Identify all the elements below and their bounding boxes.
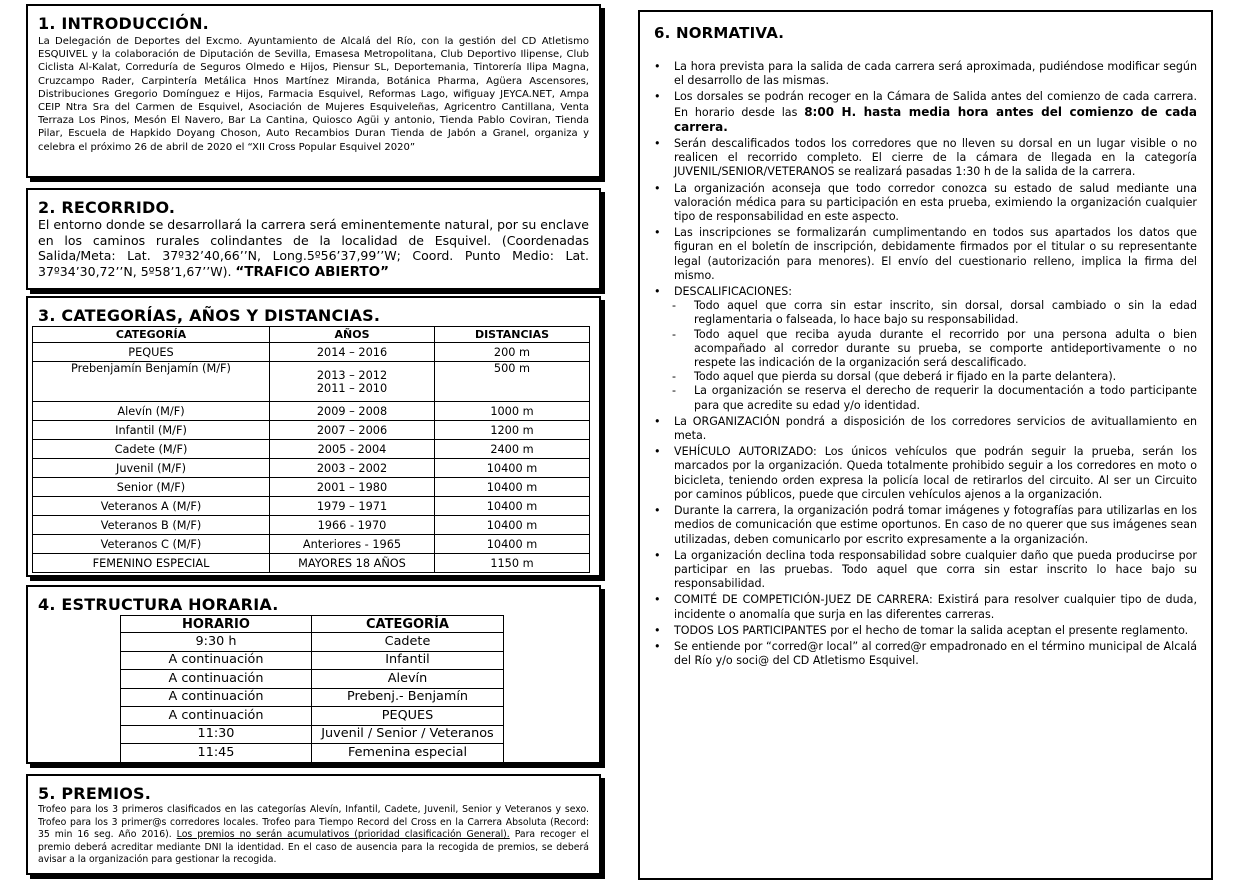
categoria-cell: Senior (M/F)	[33, 478, 270, 497]
normativa-list	[650, 60, 1201, 668]
categoria-horario-cell: Infantil	[312, 651, 504, 670]
distancia-cell: 2400 m	[435, 440, 590, 459]
distancia-cell: 10400 m	[435, 535, 590, 554]
categoria-horario-cell: Juvenil / Senior / Veteranos	[312, 725, 504, 744]
normativa-item: • Durante la carrera, la organización podrá tomar imágenes y fotografías para utilizarlas en los medios de comunicación que estime oportunos. En caso de no querer que sus imágenes sean utilizadas, deben comunicarlo por escrito expresamente a la organización.	[650, 504, 1197, 547]
distancia-cell: 10400 m	[435, 478, 590, 497]
normativa-item: • La organización aconseja que todo corredor conozca su estado de salud mediante una valoración médica para su participación en esta prueba, eximiendo la organización cualquier tipo de responsabilidad en este aspecto.	[650, 182, 1197, 225]
anos-value: 2014 – 2016	[316, 345, 388, 359]
anos-value: 2005 - 2004	[317, 442, 387, 456]
anos-value: MAYORES 18 AÑOS	[298, 556, 406, 570]
categorias-table	[32, 326, 590, 573]
normativa-item-2a: Los dorsales se podrán recoger en la Cámara de Salida antes del comienzo de cada carrera. En horario desde las	[674, 90, 1197, 119]
anos-cell	[270, 497, 435, 516]
categoria-cell: Prebenjamín Benjamín (M/F)	[33, 362, 270, 402]
distancia-cell: 1000 m	[435, 402, 590, 421]
table-row	[121, 688, 504, 707]
anos-value: Anteriores - 1965	[302, 537, 402, 551]
recorrido-coords: (Coordenadas Salida/Meta: Lat. 37º32’40,66’’N, Long.5º56’37,99’’W; Coord. Punto Medio: Lat. 37º34’30,72’’N, 5º58’1,67’’W).	[38, 232, 589, 279]
anos-value: 2003 – 2002	[316, 461, 388, 475]
distancia-cell: 10400 m	[435, 497, 590, 516]
table-row	[33, 478, 590, 497]
recorrido-description: El entorno donde se desarrollará la carrera será eminentemente natural, por su enclave en los caminos rurales colindantes de la localidad de Esquivel.	[38, 217, 589, 248]
section-normativa	[638, 10, 1213, 880]
table-row	[121, 633, 504, 652]
categoria-cell: Cadete (M/F)	[33, 440, 270, 459]
descalificaciones-list	[650, 299, 1197, 413]
recorrido-title: 2. RECORRIDO.	[38, 198, 176, 217]
distancia-cell: 1150 m	[435, 554, 590, 573]
normativa-item: • La organización declina toda responsabilidad sobre cualquier daño que pueda producirse por participar en las pruebas. Todo aquel que corra sin estar inscrito lo hace bajo su responsabilidad.	[650, 549, 1197, 592]
categoria-horario-cell: PEQUES	[312, 707, 504, 726]
table-row	[33, 497, 590, 516]
table-row	[121, 707, 504, 726]
anos-value: 2007 – 2006	[316, 423, 388, 437]
section-categorias	[26, 296, 601, 577]
table-row	[33, 343, 590, 362]
normativa-item: • Serán descalificados todos los corredores que no lleven su dorsal en un lugar visible o no realicen el recorrido completo. El cierre de la cámara de llegada en la categoría JUVENIL/SENIOR/VETERANOS se realizará pasadas 1:30 h de la salida de la carrera.	[650, 137, 1197, 180]
anos-cell	[270, 440, 435, 459]
recorrido-traffic: “TRAFICO ABIERTO”	[235, 263, 389, 280]
normativa-item: • TODOS LOS PARTICIPANTES por el hecho de tomar la salida aceptan el presente reglamento.	[650, 624, 1197, 638]
anos-value: 1979 – 1971	[316, 499, 388, 513]
categoria-cell: Alevín (M/F)	[33, 402, 270, 421]
premios-text-2: Para recoger el premio deberá acreditar mediante DNI la identidad. En el caso de ausencia para la recogida de premios, se deberá avisar a la organización para gestionar la recogida.	[38, 829, 589, 866]
categorias-title: 3. CATEGORÍAS, AÑOS Y DISTANCIAS.	[38, 306, 381, 325]
anos-value: 2001 – 1980	[316, 480, 388, 494]
descalificacion-item: - Todo aquel que pierda su dorsal (que deberá ir fijado en la parte delantera).	[650, 370, 1197, 384]
horario-cell: 11:30	[121, 725, 312, 744]
anos-cell	[270, 478, 435, 497]
normativa-item: • Se entiende por “corred@r local” al corred@r empadronado en el término municipal de Alcalá del Río y/o soci@ del CD Atletismo Esquivel.	[650, 640, 1197, 668]
premios-text	[38, 804, 589, 867]
categoria-cell: Infantil (M/F)	[33, 421, 270, 440]
descalificaciones-label: DESCALIFICACIONES:	[674, 285, 793, 299]
table-row	[33, 440, 590, 459]
categoria-cell: Veteranos B (M/F)	[33, 516, 270, 535]
categoria-cell: FEMENINO ESPECIAL	[33, 554, 270, 573]
premios-title: 5. PREMIOS.	[38, 784, 152, 803]
categoria-horario-cell: Prebenj.- Benjamín	[312, 688, 504, 707]
table-row	[33, 421, 590, 440]
header-categoria: CATEGORÍA	[33, 327, 270, 343]
categoria-horario-cell: Femenina especial	[312, 744, 504, 763]
horario-cell: A continuación	[121, 651, 312, 670]
intro-title: 1. INTRODUCCIÓN.	[38, 14, 209, 33]
descalificacion-item: - La organización se reserva el derecho de requerir la documentación a todo participante para que acredite su edad y/o identidad.	[650, 384, 1197, 412]
categoria-cell: Veteranos C (M/F)	[33, 535, 270, 554]
header-anos: AÑOS	[270, 327, 435, 343]
anos-cell	[270, 362, 435, 402]
horario-title: 4. ESTRUCTURA HORARIA.	[38, 595, 279, 614]
table-row	[121, 725, 504, 744]
table-row	[121, 651, 504, 670]
table-row	[33, 516, 590, 535]
horario-cell: A continuación	[121, 688, 312, 707]
distancia-cell: 500 m	[435, 362, 590, 402]
anos-cell	[270, 402, 435, 421]
normativa-item: • La hora prevista para la salida de cada carrera será aproximada, pudiéndose modificar según el desarrollo de las mismas.	[650, 60, 1197, 88]
intro-text: La Delegación de Deportes del Excmo. Ayuntamiento de Alcalá del Río, con la gestión del CD Atletismo ESQUIVEL y la colaboración de Diputación de Sevilla, Emasesa Metropolitana, Club Deportivo Ilipense, Club Ciclista Al-Kalat, Correduría de Seguros Olmedo e Hijos, Piensur SL, Deportemania, Tintorería Ilipa Magna, Cruzcampo Rader, Carpintería Metálica Hnos Martínez Miranda, Botánica Pharma, Agüera Ascensores, Distribuciones Gregorio Domínguez e Hijos, Farmacia Esquivel, Reformas Lago, wifiguay JEYCA.NET, Ampa CEIP Ntra Sra del Carmen de Esquivel, Asociación de Mujeres Esquiveleñas, Agricentro Cantillana, Venta Terraza Los Pinos, Mesón El Navero, Bar La Cantina, Quiosco Agüi y antonio, Tienda Pablo Coviran, Tienda Pilar, Escuela de Hapkido Doyang Choson, Auto Recambios Duran Tienda de Jabón a Granel, organiza y celebra el próximo 26 de abril de 2020 el “XII Cross Popular Esquivel 2020”	[38, 36, 589, 153]
premios-underlined: Los premios no serán acumulativos (prioridad clasificación General).	[176, 829, 510, 841]
normativa-item	[650, 285, 1197, 413]
descalificacion-item: - Todo aquel que reciba ayuda durante el recorrido por una persona adulta o bien acompañado al corredor durante su prueba, se comporte antideportivamente o no respete las indicación de la organización será descalificado.	[650, 328, 1197, 371]
table-row	[33, 362, 590, 402]
anos-cell	[270, 459, 435, 478]
header-categoria-horario: CATEGORÍA	[312, 616, 504, 633]
anos-cell	[270, 516, 435, 535]
normativa-item: • La ORGANIZACIÓN pondrá a disposición de los corredores servicios de avituallamiento en meta.	[650, 415, 1197, 443]
recorrido-text	[38, 217, 589, 280]
table-row	[33, 554, 590, 573]
normativa-item	[650, 90, 1197, 135]
header-distancias: DISTANCIAS	[435, 327, 590, 343]
normativa-item: • COMITÉ DE COMPETICIÓN-JUEZ DE CARRERA: Existirá para resolver cualquier tipo de duda, incidente o anomalía que surja en las diferentes carreras.	[650, 593, 1197, 621]
categoria-cell: Juvenil (M/F)	[33, 459, 270, 478]
table-row	[33, 459, 590, 478]
anos-value: 2013 – 2012	[316, 368, 388, 382]
table-row	[33, 402, 590, 421]
horario-cell: A continuación	[121, 707, 312, 726]
normativa-item: • VEHÍCULO AUTORIZADO: Los únicos vehículos que podrán seguir la prueba, serán los marcados por la organización. Queda totalmente prohibido seguir a los corredores en moto o bicicleta, teniendo orden expresa la policía local de retirarlos del circuito. Al ser un Circuito por caminos públicos, puede que circulen vehículos ajenos a la organización.	[650, 445, 1197, 502]
distancia-cell: 10400 m	[435, 459, 590, 478]
anos-cell	[270, 343, 435, 362]
normativa-item-2b: 8:00 H. hasta media hora antes del comienzo de cada carrera.	[674, 104, 1197, 134]
anos-value: 2011 – 2010	[316, 381, 388, 395]
distancia-cell: 200 m	[435, 343, 590, 362]
horario-table	[120, 615, 504, 763]
table-row	[33, 535, 590, 554]
premios-text-1: Trofeo para los 3 primeros clasificados en las categorías Alevín, Infantil, Cadete, Juvenil, Senior y Veteranos y sexo. Trofeo para los 3 primer@s corredores locales. Trofeo para Tiempo Record del Cross en la Carrera Absoluta (Record: 35 min 16 seg. Año 2016).	[38, 804, 589, 841]
horario-cell: 9:30 h	[121, 633, 312, 652]
categoria-horario-cell: Alevín	[312, 670, 504, 689]
distancia-cell: 10400 m	[435, 516, 590, 535]
categoria-cell: PEQUES	[33, 343, 270, 362]
categorias-header-row	[33, 327, 590, 343]
normativa-item: • Las inscripciones se formalizarán cumplimentando en todos sus apartados los datos que figuran en el boletín de inscripción, debidamente firmados por el titular o su representante legal (autorización para menores). El envío del cuestionario relleno, implica la firma del mismo.	[650, 226, 1197, 283]
section-introduccion	[26, 4, 601, 178]
descalificacion-item: - Todo aquel que corra sin estar inscrito, sin dorsal, dorsal cambiado o sin la edad reglamentaria o falseada, lo hace bajo su responsabilidad.	[650, 299, 1197, 327]
distancia-cell: 1200 m	[435, 421, 590, 440]
categoria-horario-cell: Cadete	[312, 633, 504, 652]
categoria-cell: Veteranos A (M/F)	[33, 497, 270, 516]
table-row	[121, 670, 504, 689]
section-horario	[26, 585, 601, 764]
table-row	[121, 744, 504, 763]
anos-value: 1966 - 1970	[317, 518, 387, 532]
horario-cell: A continuación	[121, 670, 312, 689]
header-horario: HORARIO	[121, 616, 312, 633]
section-premios	[26, 774, 601, 875]
anos-cell	[270, 554, 435, 573]
normativa-title: 6. NORMATIVA.	[654, 24, 785, 42]
anos-value: 2009 – 2008	[316, 404, 388, 418]
horario-header-row	[121, 616, 504, 633]
anos-cell	[270, 421, 435, 440]
section-recorrido	[26, 188, 601, 290]
horario-cell: 11:45	[121, 744, 312, 763]
anos-cell	[270, 535, 435, 554]
